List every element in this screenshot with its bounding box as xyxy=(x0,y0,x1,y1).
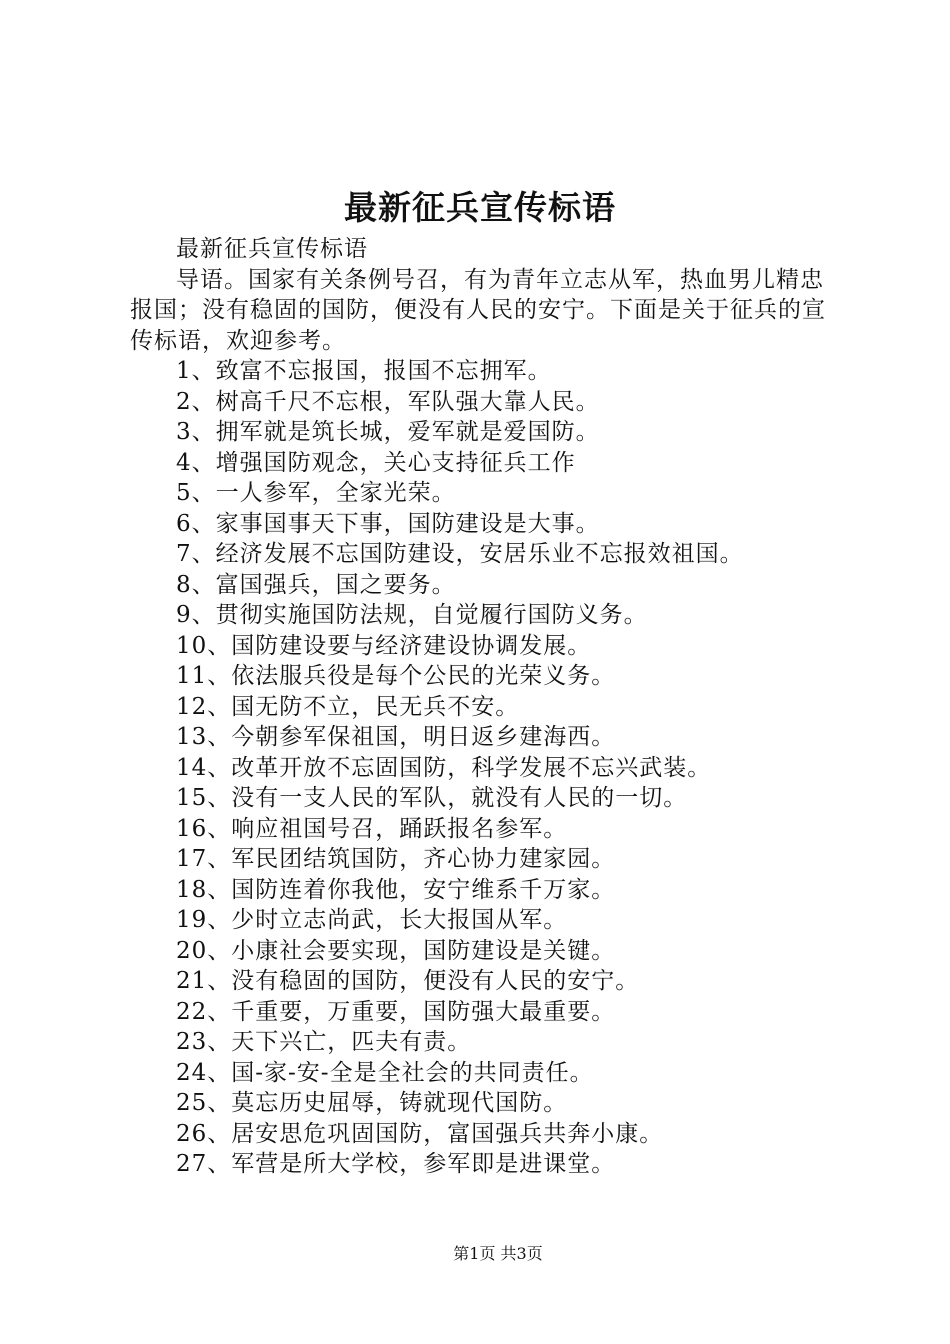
intro-paragraph: 导语。国家有关条例号召，有为青年立志从军，热血男儿精忠报国；没有稳固的国防，便没有人民的安宁。下面是关于征兵的宣传标语，欢迎参考。 xyxy=(130,266,826,354)
list-item: 2、树高千尺不忘根，军队强大靠人民。 xyxy=(176,388,600,415)
list-item: 17、军民团结筑国防，齐心协力建家园。 xyxy=(176,846,616,872)
list-item: 9、贯彻实施国防法规，自觉履行国防义务。 xyxy=(176,602,648,628)
list-item: 20、小康社会要实现，国防建设是关键。 xyxy=(176,937,616,964)
list-item: 26、居安思危巩固国防，富国强兵共奔小康。 xyxy=(176,1120,664,1147)
list-item: 18、国防连着你我他，安宁维系千万家。 xyxy=(176,876,616,903)
list-item: 5、一人参军，全家光荣。 xyxy=(176,480,456,506)
list-item: 16、响应祖国号召，踊跃报名参军。 xyxy=(176,815,568,842)
list-item: 15、没有一支人民的军队，就没有人民的一切。 xyxy=(176,785,688,811)
list-item: 23、天下兴亡，匹夫有责。 xyxy=(176,1029,472,1055)
list-item: 8、富国强兵，国之要务。 xyxy=(176,571,456,598)
document-body xyxy=(130,234,830,1180)
list-item: 25、莫忘历史屈辱，铸就现代国防。 xyxy=(176,1090,568,1116)
list-item: 11、依法服兵役是每个公民的光荣义务。 xyxy=(176,663,616,689)
list-item: 13、今朝参军保祖国，明日返乡建海西。 xyxy=(176,724,616,750)
list-item: 12、国无防不立，民无兵不安。 xyxy=(176,693,520,720)
page-footer: 第1页 共3页 xyxy=(453,1244,543,1263)
list-item: 3、拥军就是筑长城，爱军就是爱国防。 xyxy=(176,419,600,445)
list-item: 19、少时立志尚武，长大报国从军。 xyxy=(176,907,568,933)
slogan-list xyxy=(130,356,830,1180)
subtitle-paragraph: 最新征兵宣传标语 xyxy=(176,236,368,262)
list-item: 14、改革开放不忘固国防，科学发展不忘兴武装。 xyxy=(176,754,712,781)
list-item: 22、千重要，万重要，国防强大最重要。 xyxy=(176,998,616,1025)
list-item: 24、国-家-安-全是全社会的共同责任。 xyxy=(176,1059,594,1086)
list-item: 27、军营是所大学校，参军即是进课堂。 xyxy=(176,1151,616,1177)
list-item: 4、增强国防观念，关心支持征兵工作 xyxy=(176,449,576,476)
list-item: 21、没有稳固的国防，便没有人民的安宁。 xyxy=(176,968,640,994)
list-item: 7、经济发展不忘国防建设，安居乐业不忘报效祖国。 xyxy=(176,541,744,567)
list-item: 1、致富不忘报国，报国不忘拥军。 xyxy=(176,358,552,384)
list-item: 6、家事国事天下事，国防建设是大事。 xyxy=(176,510,600,537)
document-title: 最新征兵宣传标语 xyxy=(344,188,616,227)
list-item: 10、国防建设要与经济建设协调发展。 xyxy=(176,632,592,659)
